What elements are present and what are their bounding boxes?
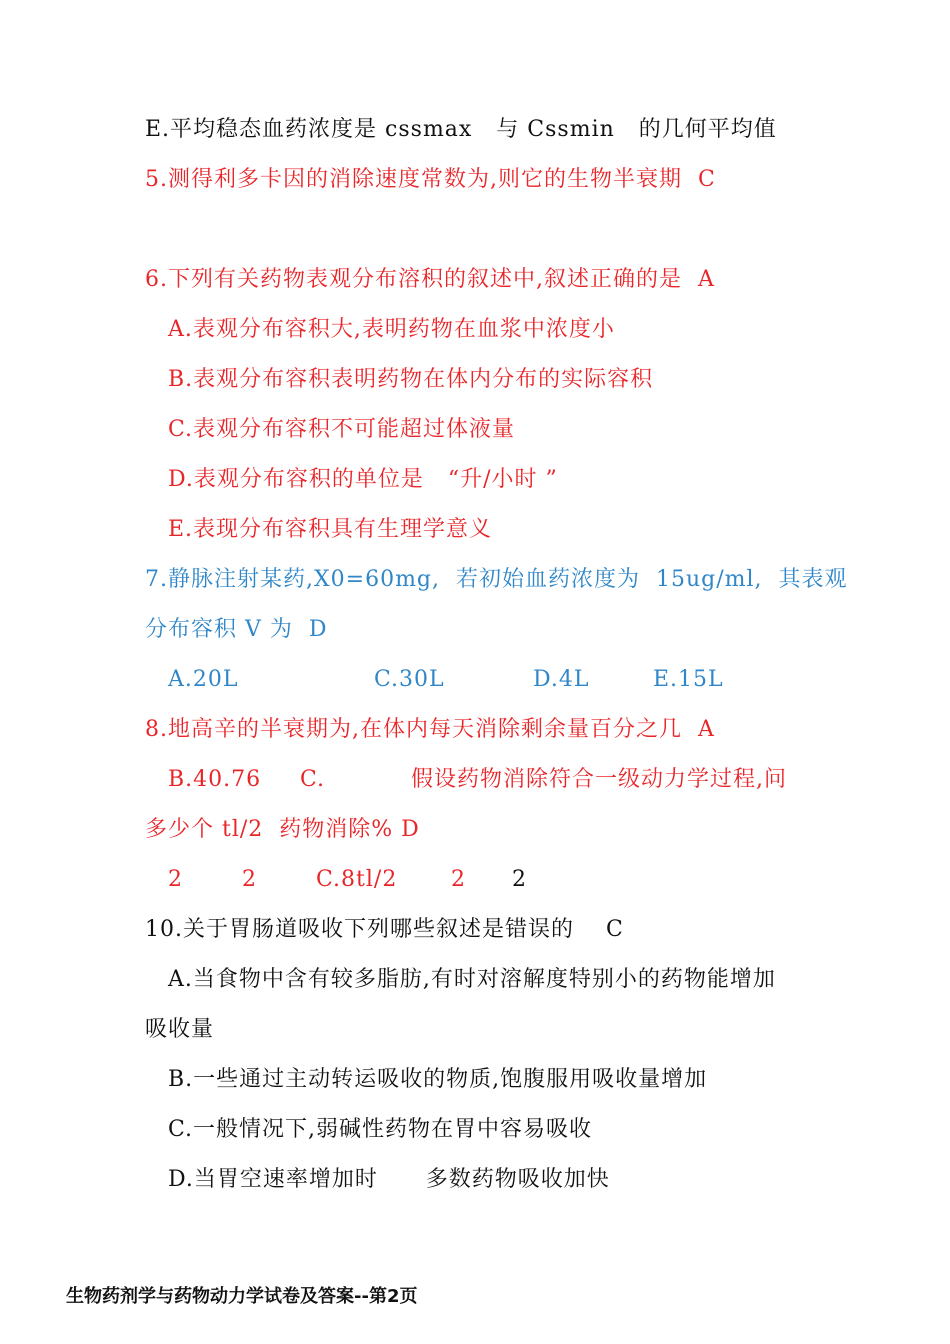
question-10-option-a-line-1: A.当食物中含有较多脂肪,有时对溶解度特别小的药物能增加 bbox=[168, 967, 776, 992]
question-9-option-3: C.8tl/2 bbox=[316, 867, 398, 892]
page-footer: 生物药剂学与药物动力学试卷及答案--第2页 bbox=[66, 1286, 418, 1307]
question-7-option-d: D.4L bbox=[533, 667, 590, 692]
question-7-option-a: A.20L bbox=[168, 667, 239, 692]
question-9-option-5: 2 bbox=[512, 867, 527, 892]
question-10: 10.关于胃肠道吸收下列哪些叙述是错误的 C bbox=[145, 917, 624, 942]
question-9-line-1: 假设药物消除符合一级动力学过程,问 bbox=[411, 767, 787, 792]
question-8-option-b: B.40.76 bbox=[168, 767, 262, 792]
question-6-option-c: C.表观分布容积不可能超过体液量 bbox=[168, 417, 516, 442]
question-9-option-4: 2 bbox=[451, 867, 466, 892]
question-8-option-c: C. bbox=[300, 767, 326, 792]
question-7-option-e: E.15L bbox=[653, 667, 724, 692]
question-5: 5.测得利多卡因的消除速度常数为,则它的生物半衰期 C bbox=[145, 167, 716, 192]
question-10-option-a-line-2: 吸收量 bbox=[145, 1017, 215, 1042]
question-9-line-2: 多少个 tl/2 药物消除% D bbox=[145, 817, 420, 842]
question-9-option-1: 2 bbox=[168, 867, 183, 892]
question-8: 8.地高辛的半衰期为,在体内每天消除剩余量百分之几 A bbox=[145, 717, 715, 742]
question-6-option-b: B.表观分布容积表明药物在体内分布的实际容积 bbox=[168, 367, 654, 392]
question-7-line-2: 分布容积 V 为 D bbox=[145, 617, 328, 642]
question-10-option-d: D.当胃空速率增加时 多数药物吸收加快 bbox=[168, 1167, 610, 1192]
question-10-option-b: B.一些通过主动转运吸收的物质,饱腹服用吸收量增加 bbox=[168, 1067, 708, 1092]
question-6: 6.下列有关药物表观分布溶积的叙述中,叙述正确的是 A bbox=[145, 267, 715, 292]
question-10-option-c: C.一般情况下,弱碱性药物在胃中容易吸收 bbox=[168, 1117, 593, 1142]
question-7-option-c: C.30L bbox=[374, 667, 445, 692]
question-7-line-1: 7.静脉注射某药,X0=60mg, 若初始血药浓度为 15ug/ml, 其表观 bbox=[145, 567, 848, 592]
question-6-option-a: A.表观分布容积大,表明药物在血浆中浓度小 bbox=[168, 317, 615, 342]
question-6-option-d: D.表观分布容积的单位是 “升/小时 ” bbox=[168, 467, 558, 492]
option-e-previous-question: E.平均稳态血药浓度是 cssmax 与 Cssmin 的几何平均值 bbox=[145, 117, 777, 142]
question-6-option-e: E.表现分布容积具有生理学意义 bbox=[168, 517, 493, 542]
question-9-option-2: 2 bbox=[242, 867, 257, 892]
